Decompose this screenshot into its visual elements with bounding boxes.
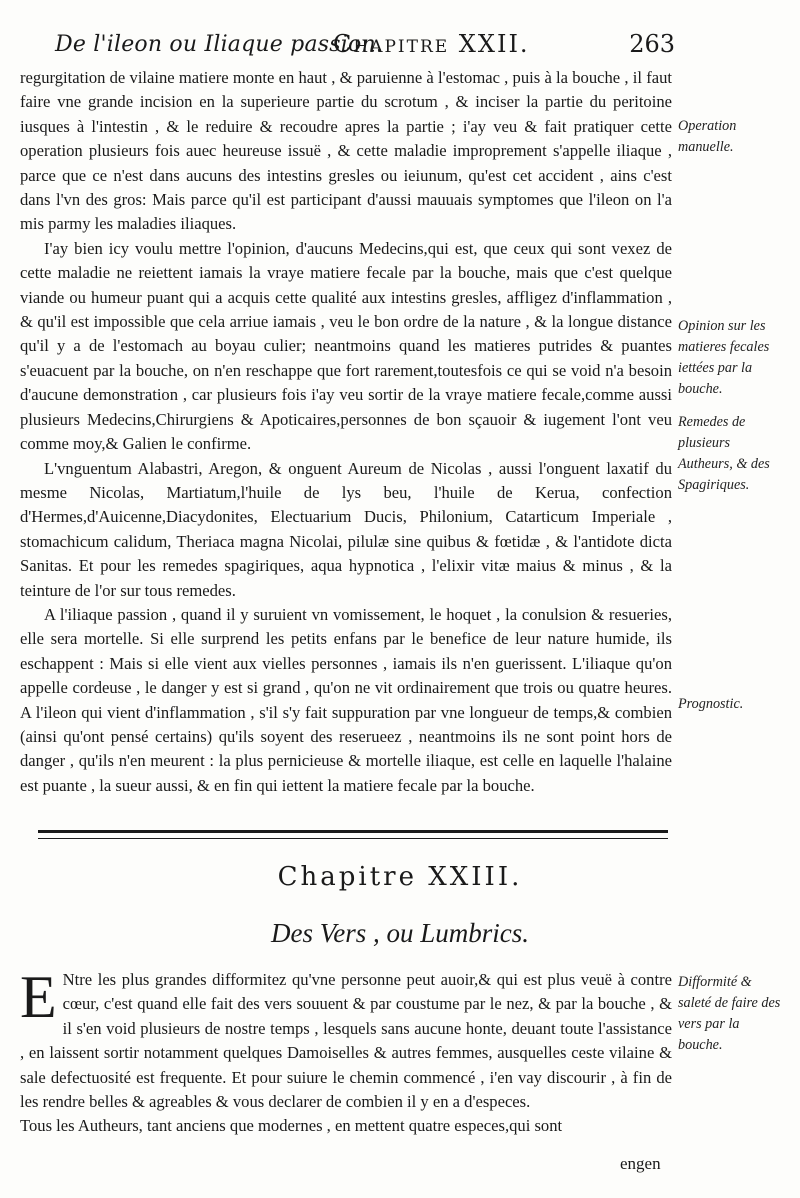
paragraph-3: L'vnguentum Alabastri, Aregon, & onguent Aureum de Nicolas , aussi l'onguent laxatif du mesme Nicolas, Martiatum,l'huile de lys beu, l'huile de Kerua, confection d'Hermes,d'Auicenne,Diacydonites, Electuarium Ducis, Philonium, Catarticum Imperiale , stomachicum calidum, Theriaca magna Nicolai, pilulæ sine quibus & fœtidæ , & l'antidote dicta Sanitas. Et pour les remedes spagiriques, aqua hypnotica , l'elixir vitæ maius & minus , & la teinture de l'or sur tous remedes. (20, 458, 672, 600)
section-rule-bottom (38, 838, 668, 839)
page-header (55, 28, 675, 62)
chapter-23-paragraph-2: Tous les Autheurs, tant anciens que modernes , en mettent quatre especes,qui sont (20, 1116, 563, 1136)
margin-note-operation: Operation manuelle. (678, 118, 737, 155)
margin-note-opinion: Opinion sur les matieres fecales iettées par la bouche. (678, 318, 770, 397)
catchword: engen (620, 1154, 661, 1173)
margin-note-remedes: Remedes de plusieurs Autheurs, & des Spagiriques. (678, 414, 770, 493)
chapter-23-text (20, 964, 672, 1139)
chapter-23-heading: Chapitre XXIII. (277, 862, 523, 892)
page-number: 263 (629, 30, 675, 58)
chapter-23-subtitle: Des Vers , ou Lumbrics. (270, 918, 529, 948)
drop-cap: E (20, 964, 57, 1030)
running-title: De l'ileon ou Iliaque passion. (55, 32, 384, 57)
paragraph-4: A l'iliaque passion , quand il y suruient vn vomissement, le hoquet , la conulsion & resueries, elle sera mortelle. Si elle surprend les petits enfans par le benefice de leur nature humide, ils eschappent : Mais si elle vient aux vielles personnes , iamais ils n'en guerissent. L'iliaque qu'on appelle cordeuse , le danger y est si grand , qu'on ne vit ordinairement que trois ou quatre heures. A l'ileon qui vient d'inflammation , s'il s'y fait suppuration par vne longueur de temps,& combien (ainsi qu'ont pensé certains) qu'ils soyent des reserueez , neantmoins ils ne sont point hors de danger , qu'ils n'en meurent : la plus pernicieuse & mortelle iliaque, est celle en laquelle l'halaine est puante , la sueur aussi, & en fin qui iettent la matiere fecale par la bouche. (20, 604, 672, 795)
margin-note-prognostic: Prognostic. (678, 696, 744, 712)
chapter-22-text (20, 66, 672, 798)
section-rule-top (38, 830, 668, 833)
chapter-23-paragraph-1-text: Ntre les plus grandes difformitez qu'vne personne peut auoir,& qui est plus veuë à contre cœur, c'est quand elle fait des vers souuent & par coustume par le nez, & par la bouche , & il s'en void plusieurs de nostre temps , lesquels sans aucune honte, deuant toute l'assistance , en laissent sortir notamment quelques Damoiselles & autres femmes, ausquelles ceste vilaine & sale defectuosité est frequente. Et pour suiure le chemin commencé , i'en vay discourir , à fin de les rendre belles & agreables & vous declarer de combien il y en a d'especes. (20, 970, 672, 1112)
chapter-label: Chapitre XXII. (333, 30, 530, 58)
paragraph-2: I'ay bien icy voulu mettre l'opinion, d'aucuns Medecins,qui est, que ceux qui sont vexez de cette maladie ne reiettent iamais la vraye matiere fecale par la bouche, mais que c'est quelque viande ou humeur puant qui a acquis cette qualité aux intestins gresles, affligez d'inflammation , & qu'il est impossible que cela arriue iamais , veu le bon ordre de la nature , & la longue distance qu'il y a de l'estomach au boyau culier; neantmoins quand les matieres putrides & puantes s'euacuent par la bouche, on n'en reschappe que fort rarement,toutesfois ce qui se void n'a besoin d'aucune demonstration , car plusieurs fois i'ay veu sortir de la vraye matiere fecale,comme aussi plusieurs Medecins,Chirurgiens & Apoticaires,personnes de bon sçauoir & iugement l'ont veu comme moy,& Galien le confirme. (20, 238, 672, 454)
margin-note-difformite: Difformité & saleté de faire des vers par la bouche. (678, 974, 781, 1053)
chapter-23-paragraph-1 (20, 964, 672, 1114)
paragraph-1: regurgitation de vilaine matiere monte en haut , & paruienne à l'estomac , puis à la bouche , il faut faire vne grande incision en la superieure partie du scrotum , & inciser la partie du peritoine iusques à l'intestin , & le reduire & recoudre apres la partie ; i'ay veu & fait pratiquer cette operation plusieurs fois auec heureuse issuë , & cette maladie improprement s'appelle iliaque , parce que ce n'est dans aucuns des intestins gresles ou ieiunum, qu'est cet accident , ains c'est dans l'vn des gros: Mais parce qu'il est participant d'aussi mauuais symptomes que l'ileon on l'a mis parmy les maladies iliaques. (20, 68, 672, 234)
